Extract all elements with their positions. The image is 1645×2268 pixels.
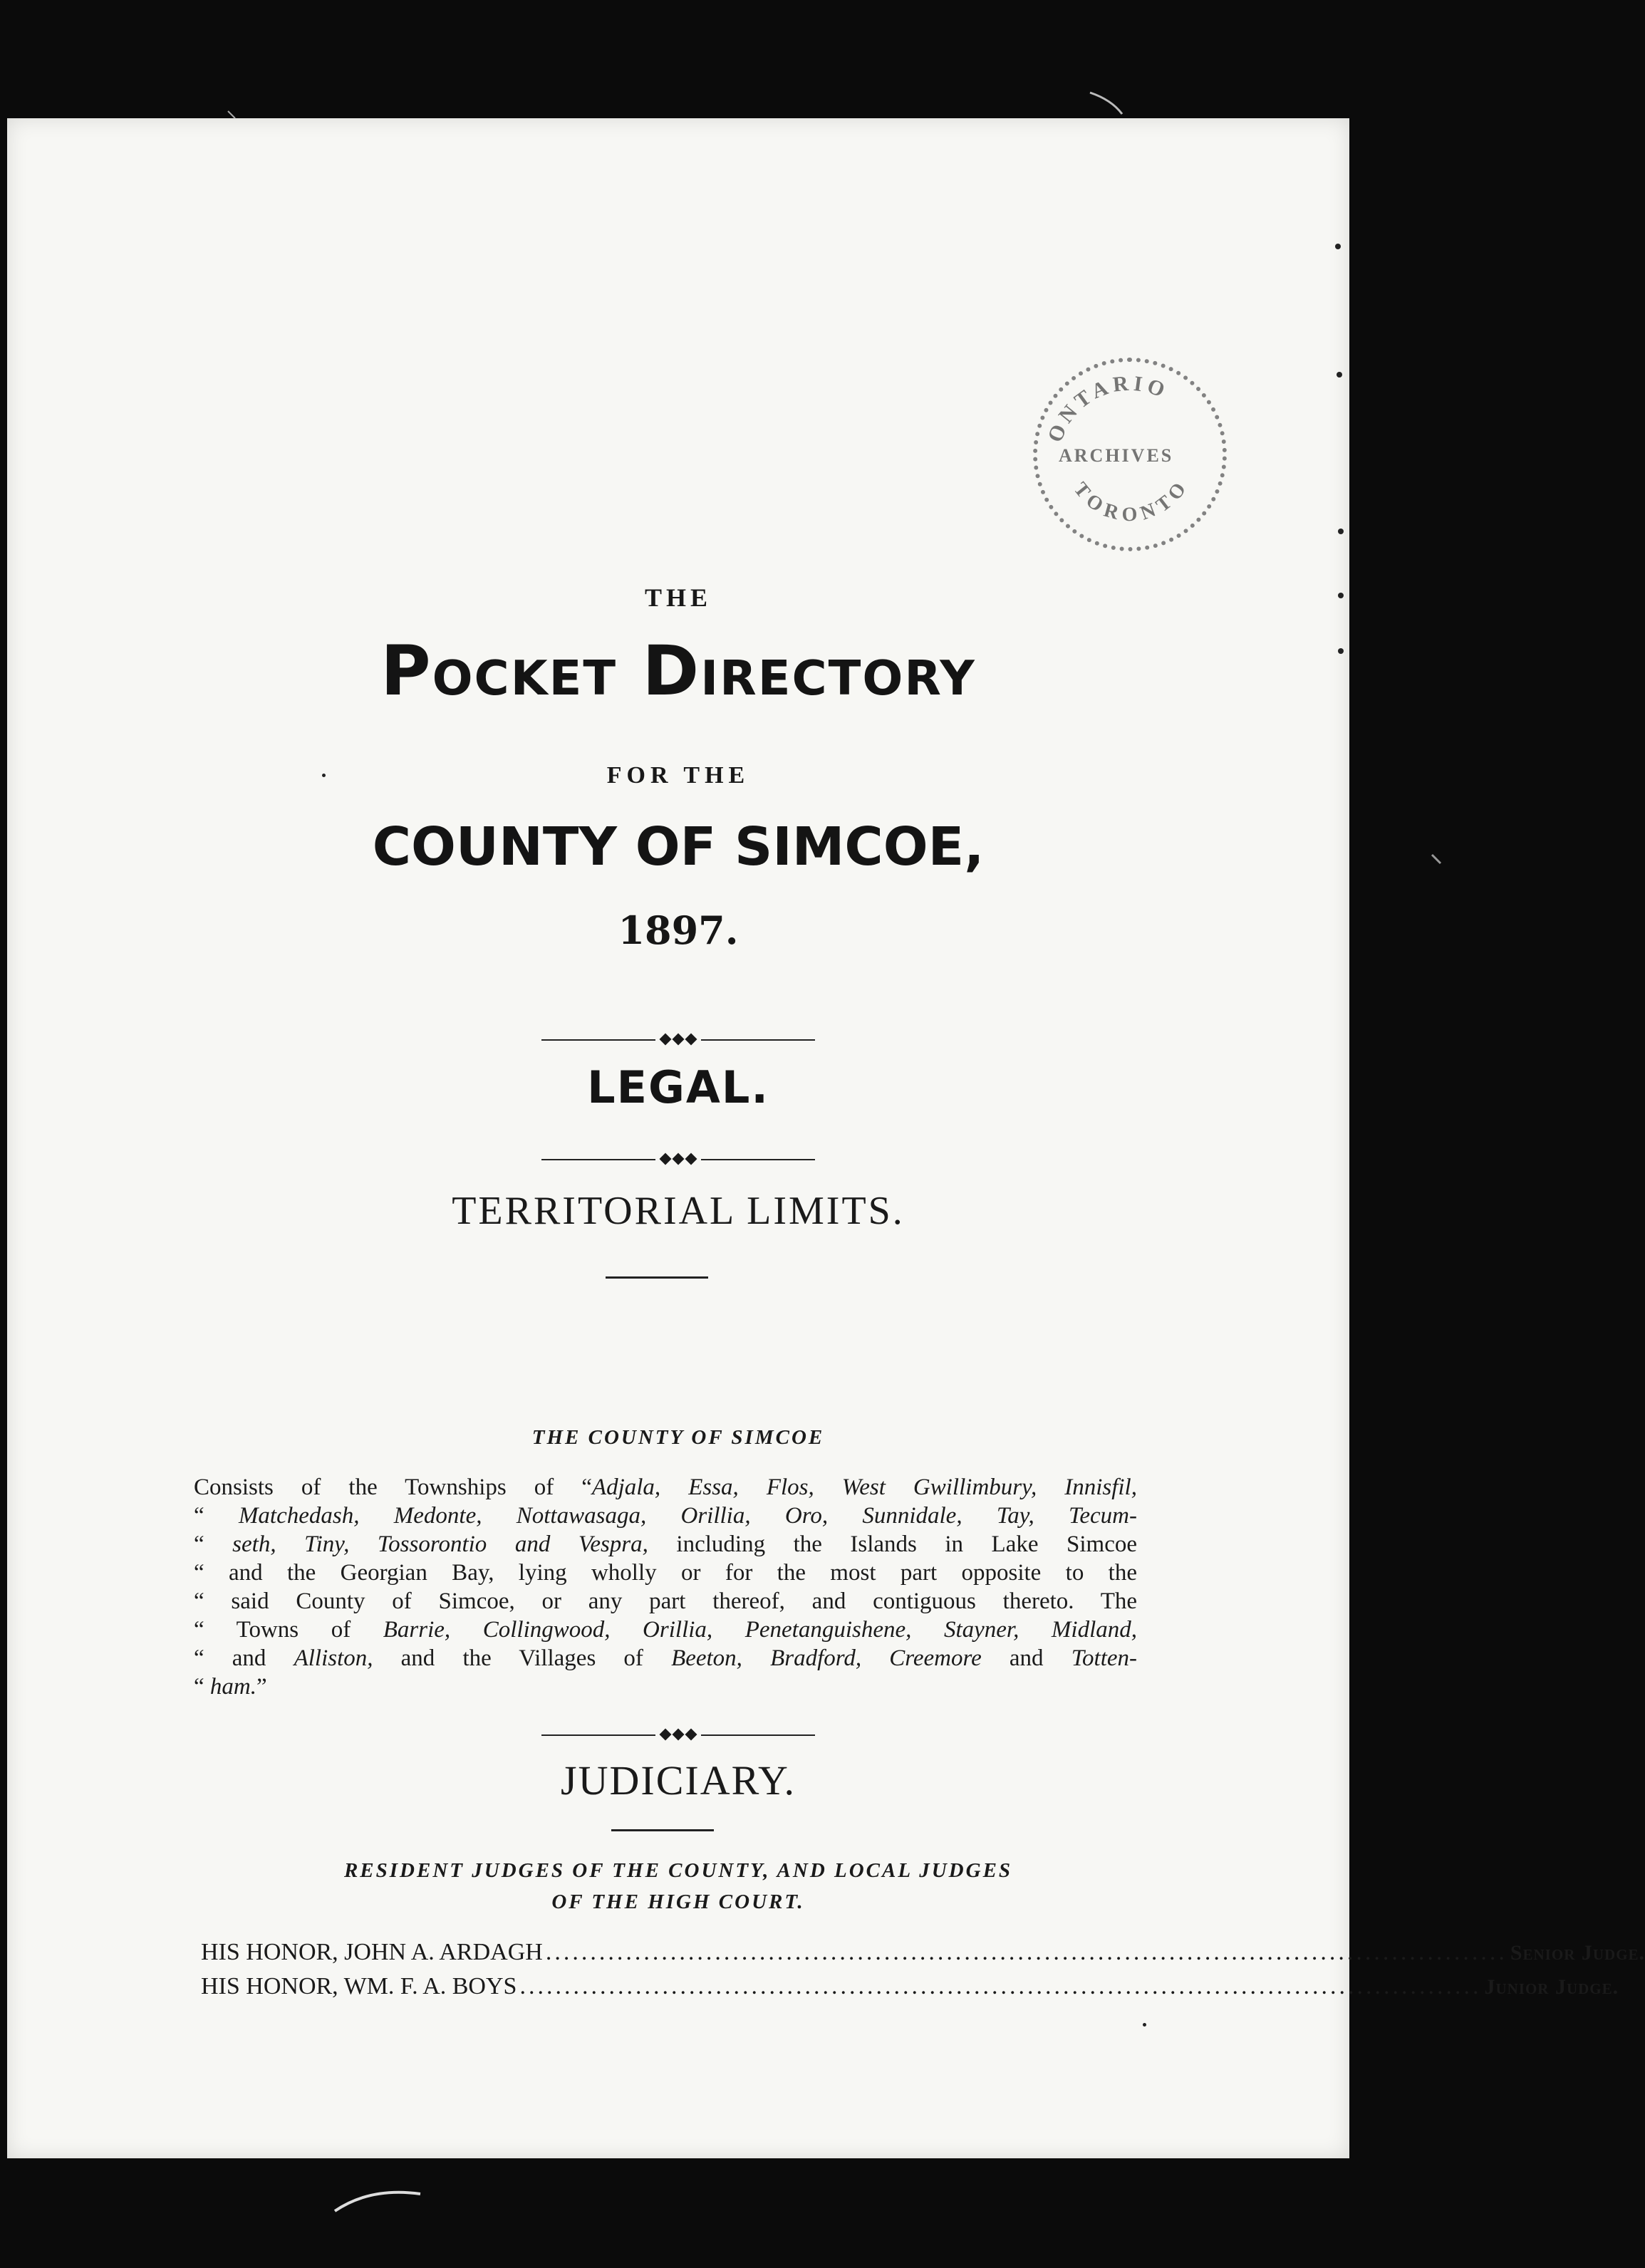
book-page	[7, 118, 1645, 2158]
county-subheading: THE COUNTY OF SIMCOE	[531, 1426, 825, 1449]
paragraph-line: “ and Alliston, and the Villages of Beeton, Bradford, Creemore and Totten-	[194, 1645, 1137, 1671]
county-paragraph	[194, 1473, 1137, 1701]
section-judiciary: JUDICIARY.	[561, 1757, 796, 1804]
paragraph-line: “ said County of Simcoe, or any part thereof, and contiguous thereto. The	[194, 1588, 1137, 1614]
short-rule	[606, 1276, 708, 1279]
title-article: THE	[644, 583, 712, 612]
section-legal: LEGAL.	[587, 1061, 769, 1113]
dot-leader: ............................................................................................................	[519, 1973, 1482, 1999]
paragraph-line: “ and the Georgian Bay, lying wholly or for the most part opposite to the	[194, 1560, 1137, 1586]
judges-heading-line: OF THE HIGH COURT.	[551, 1890, 805, 1913]
judge-name: HIS HONOR, WM. F. A. BOYS	[201, 1973, 517, 1999]
paragraph-line: “ Matchedash, Medonte, Nottawasaga, Orillia, Oro, Sunnidale, Tay, Tecum-	[194, 1503, 1137, 1529]
section-territorial-limits: TERRITORIAL LIMITS.	[452, 1189, 905, 1233]
paragraph-line: Consists of the Townships of “Adjala, Essa, Flos, West Gwillimbury, Innisfil,	[194, 1474, 1137, 1500]
short-rule	[611, 1829, 714, 1831]
paragraph-line: “ ham.”	[194, 1674, 267, 1700]
ornament-divider	[541, 1153, 815, 1167]
paragraph-line: “ Towns of Barrie, Collingwood, Orillia, Penetanguishene, Stayner, Midland,	[194, 1617, 1137, 1643]
judge-rank: Junior Judge.	[1484, 1975, 1619, 1999]
svg-text:TORONTO	[1069, 474, 1194, 526]
judge-entry	[201, 1973, 1619, 2000]
stamp-top-text: ONTARIO	[1043, 371, 1173, 446]
judge-rank: Senior Judge.	[1510, 1941, 1645, 1965]
ornament-divider	[541, 1728, 815, 1742]
paragraph-line: “ seth, Tiny, Tossorontio and Vespra, including the Islands in Lake Simcoe	[194, 1531, 1137, 1557]
stamp-mid-text: ARCHIVES	[1059, 445, 1174, 466]
title-county: COUNTY OF SIMCOE,	[372, 816, 985, 878]
archive-stamp	[1033, 358, 1227, 551]
svg-text:ONTARIO	[1043, 371, 1172, 445]
margin-speck	[1143, 2023, 1146, 2027]
archive-stamp-graphic	[1037, 362, 1223, 547]
stamp-bottom-text: TORONTO	[1069, 474, 1194, 526]
judges-heading	[7, 1855, 1349, 1918]
judges-heading-line: RESIDENT JUDGES OF THE COUNTY, AND LOCAL JUDGES	[343, 1859, 1013, 1882]
margin-speck	[1338, 529, 1344, 534]
title-for-the: FOR THE	[606, 762, 750, 789]
judge-entry	[201, 1939, 1645, 1966]
margin-speck	[1337, 372, 1342, 378]
margin-speck	[1335, 244, 1341, 249]
dot-leader: ............................................................................................................	[545, 1939, 1508, 1965]
judge-name: HIS HONOR, JOHN A. ARDAGH	[201, 1939, 543, 1965]
title-year: 1897.	[618, 907, 739, 953]
page-title: Pocket Directory	[380, 631, 976, 711]
ornament-divider	[541, 1033, 815, 1047]
